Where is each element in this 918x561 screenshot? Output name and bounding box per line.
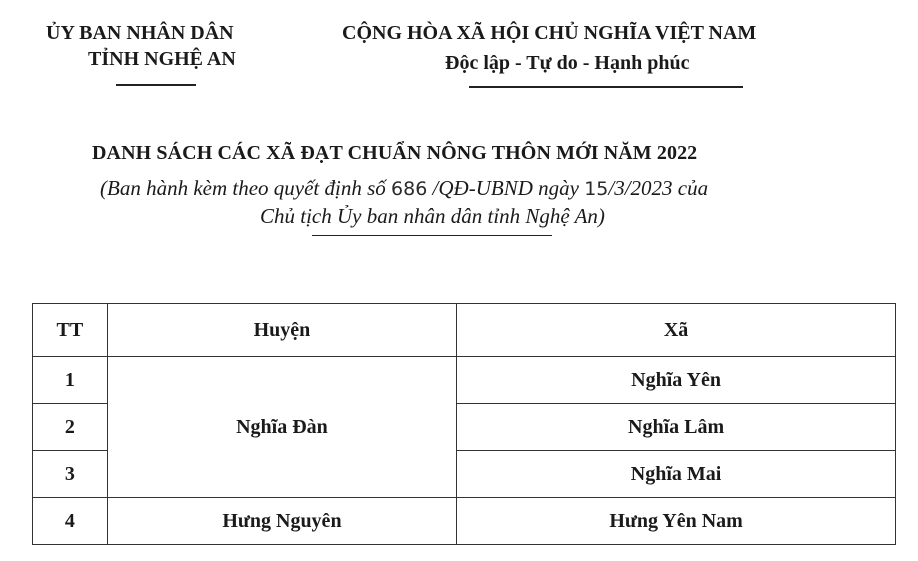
commune-cell: Hưng Yên Nam bbox=[457, 498, 896, 545]
national-motto: Độc lập - Tự do - Hạnh phúc bbox=[445, 52, 690, 74]
row-number: 1 bbox=[33, 357, 108, 404]
row-number: 4 bbox=[33, 498, 108, 545]
header-district: Huyện bbox=[107, 304, 456, 357]
subtitle-middle: /QĐ-UBND ngày bbox=[432, 176, 579, 200]
issuer-underline bbox=[116, 84, 196, 86]
subtitle-date-rest: /3/2023 của bbox=[608, 176, 709, 200]
issuer-province: TỈNH NGHỆ AN bbox=[88, 48, 236, 70]
table-row bbox=[33, 498, 896, 545]
header-commune: Xã bbox=[457, 304, 896, 357]
document-title: DANH SÁCH CÁC XÃ ĐẠT CHUẨN NÔNG THÔN MỚI NĂM 2022 bbox=[92, 142, 698, 164]
table-header-row bbox=[33, 304, 896, 357]
header-tt: TT bbox=[33, 304, 108, 357]
motto-underline bbox=[469, 86, 743, 88]
commune-cell: Nghĩa Lâm bbox=[457, 404, 896, 451]
subtitle-prefix: (Ban hành kèm theo quyết định số bbox=[100, 176, 386, 200]
district-cell: Nghĩa Đàn bbox=[107, 357, 456, 498]
decision-day: 15 bbox=[584, 178, 609, 200]
commune-cell: Nghĩa Yên bbox=[457, 357, 896, 404]
subtitle-underline bbox=[312, 235, 552, 236]
commune-cell: Nghĩa Mai bbox=[457, 451, 896, 498]
row-number: 2 bbox=[33, 404, 108, 451]
subtitle-line2: Chủ tịch Ủy ban nhân dân tỉnh Nghệ An) bbox=[260, 204, 605, 228]
table-row bbox=[33, 357, 896, 404]
issuer-name: ỦY BAN NHÂN DÂN bbox=[46, 22, 234, 44]
subtitle-line1 bbox=[100, 176, 708, 201]
district-cell: Hưng Nguyên bbox=[107, 498, 456, 545]
commune-table bbox=[32, 303, 896, 545]
row-number: 3 bbox=[33, 451, 108, 498]
decision-number: 686 bbox=[391, 178, 428, 200]
national-title: CỘNG HÒA XÃ HỘI CHỦ NGHĨA VIỆT NAM bbox=[342, 22, 757, 44]
